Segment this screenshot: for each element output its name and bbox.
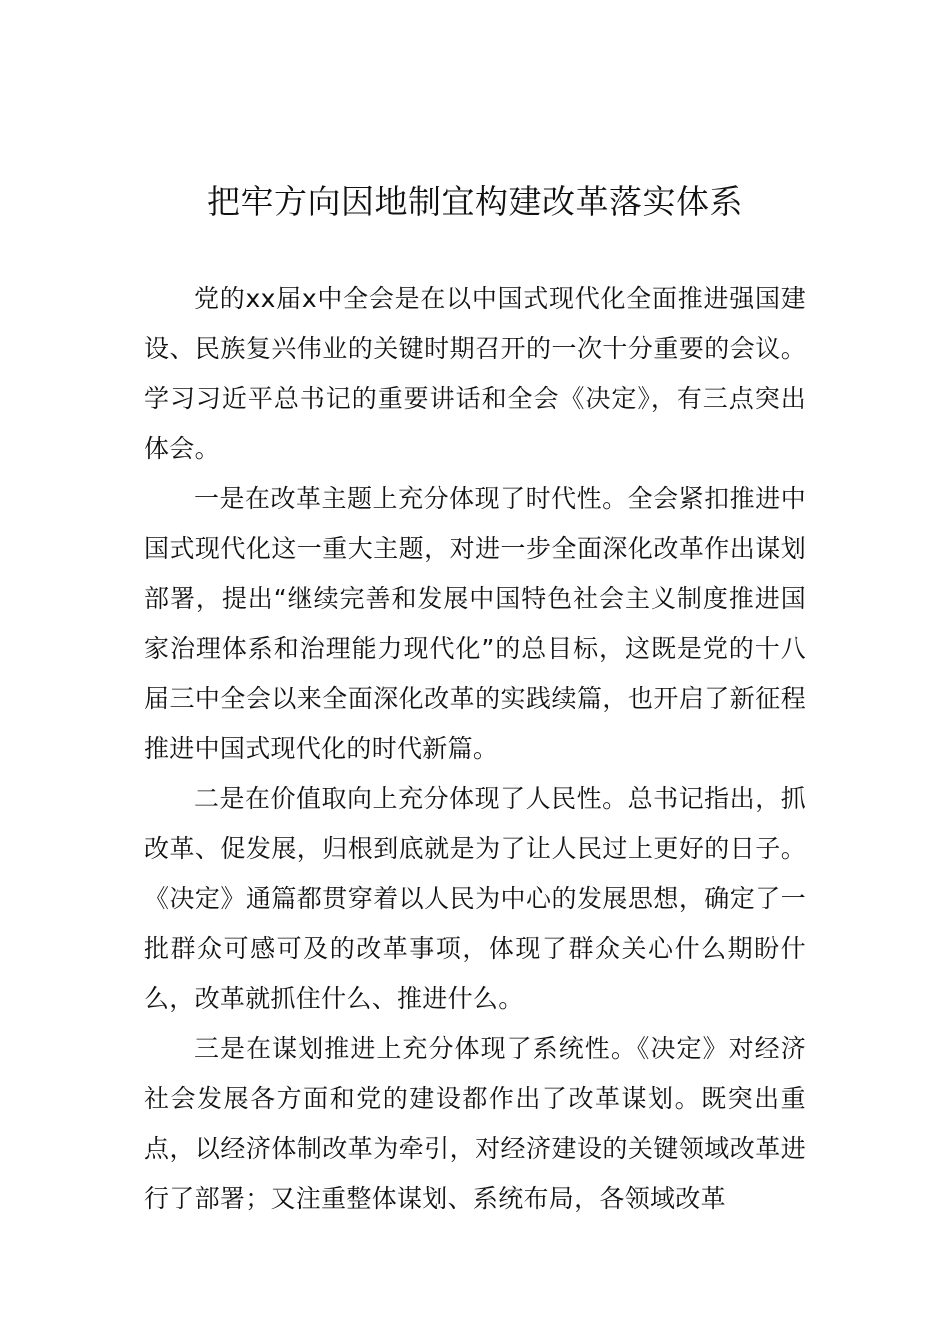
paragraph-point-three: 三是在谋划推进上充分体现了系统性。《决定》对经济社会发展各方面和党的建设都作出了改革谋划。既突出重点，以经济体制改革为牵引，对经济建设的关键领域改革进行了部署；又注重整体谋划、系统布局，各领域改革 [144, 1034, 806, 1213]
paragraph-intro: 党的xx届x中全会是在以中国式现代化全面推进强国建设、民族复兴伟业的关键时期召开的一次十分重要的会议。学习习近平总书记的重要讲话和全会《决定》，有三点突出体会。 [144, 284, 806, 463]
document-title: 把牢方向因地制宜构建改革落实体系 [207, 182, 743, 221]
document-body [144, 274, 806, 1224]
paragraph-point-one: 一是在改革主题上充分体现了时代性。全会紧扣推进中国式现代化这一重大主题，对进一步全面深化改革作出谋划部署，提出“继续完善和发展中国特色社会主义制度推进国家治理体系和治理能力现代化”的总目标，这既是党的十八届三中全会以来全面深化改革的实践续篇，也开启了新征程推进中国式现代化的时代新篇。 [144, 484, 806, 763]
paragraph-point-two: 二是在价值取向上充分体现了人民性。总书记指出，抓改革、促发展，归根到底就是为了让人民过上更好的日子。《决定》通篇都贯穿着以人民为中心的发展思想，确定了一批群众可感可及的改革事项，体现了群众关心什么期盼什么，改革就抓住什么、推进什么。 [144, 784, 806, 1013]
